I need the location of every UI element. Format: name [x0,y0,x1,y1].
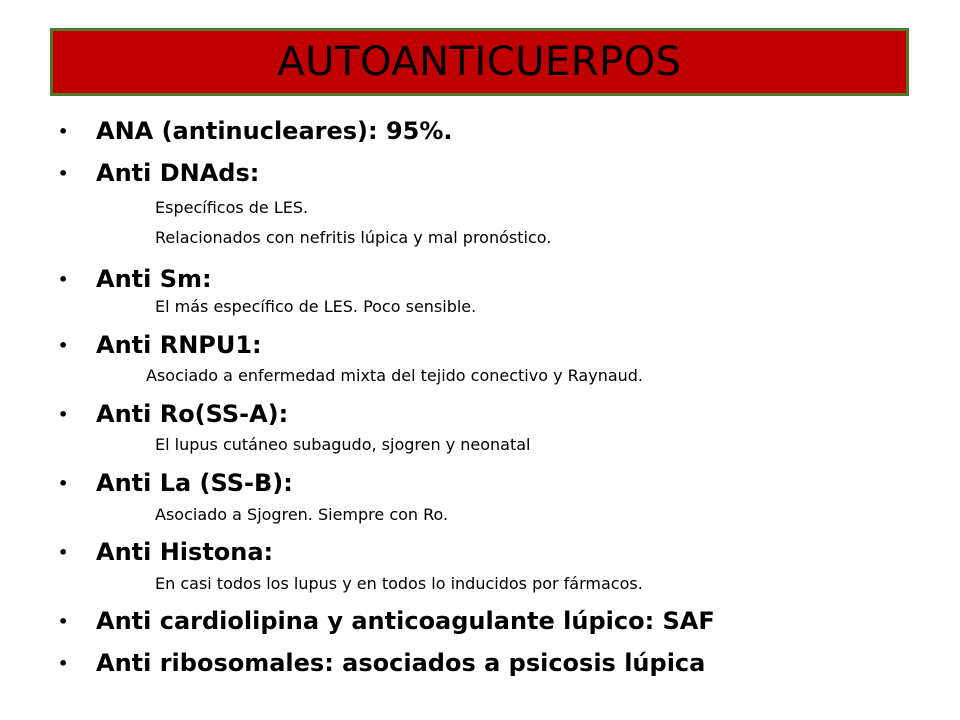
list-item-anti-rnpu1: Anti RNPU1: [96,331,262,359]
bullet-dot: • [58,122,69,141]
list-item-anti-cardiolipina: Anti cardiolipina y anticoagulante lúpico: SAF [96,607,715,635]
list-item-detail: El más específico de LES. Poco sensible. [155,297,477,316]
list-item-anti-ro: Anti Ro(SS-A): [96,400,289,428]
bullet-dot: • [58,612,69,631]
bullet-dot: • [58,654,69,673]
list-item-anti-ribosomales: Anti ribosomales: asociados a psicosis lúpica [96,649,706,677]
list-item-anti-dnads: Anti DNAds: [96,159,260,187]
bullet-dot: • [58,543,69,562]
list-item-detail: En casi todos los lupus y en todos lo inducidos por fármacos. [155,574,643,593]
list-item-detail: Relacionados con nefritis lúpica y mal pronóstico. [155,228,552,247]
bullet-dot: • [58,405,69,424]
bullet-dot: • [58,270,69,289]
list-item-detail: Asociado a Sjogren. Siempre con Ro. [155,505,449,524]
list-item-anti-sm: Anti Sm: [96,265,212,293]
list-item-detail: Asociado a enfermedad mixta del tejido conectivo y Raynaud. [146,366,644,385]
list-item-anti-la: Anti La (SS-B): [96,469,293,497]
list-item-detail: Específicos de LES. [155,198,309,217]
bullet-dot: • [58,474,69,493]
list-item-detail: El lupus cutáneo subagudo, sjogren y neonatal [155,435,531,454]
list-item-anti-histona: Anti Histona: [96,538,274,566]
bullet-dot: • [58,164,69,183]
bullet-dot: • [58,336,69,355]
list-item-ana: ANA (antinucleares): 95%. [96,117,453,145]
slide-title: AUTOANTICUERPOS [277,39,682,85]
